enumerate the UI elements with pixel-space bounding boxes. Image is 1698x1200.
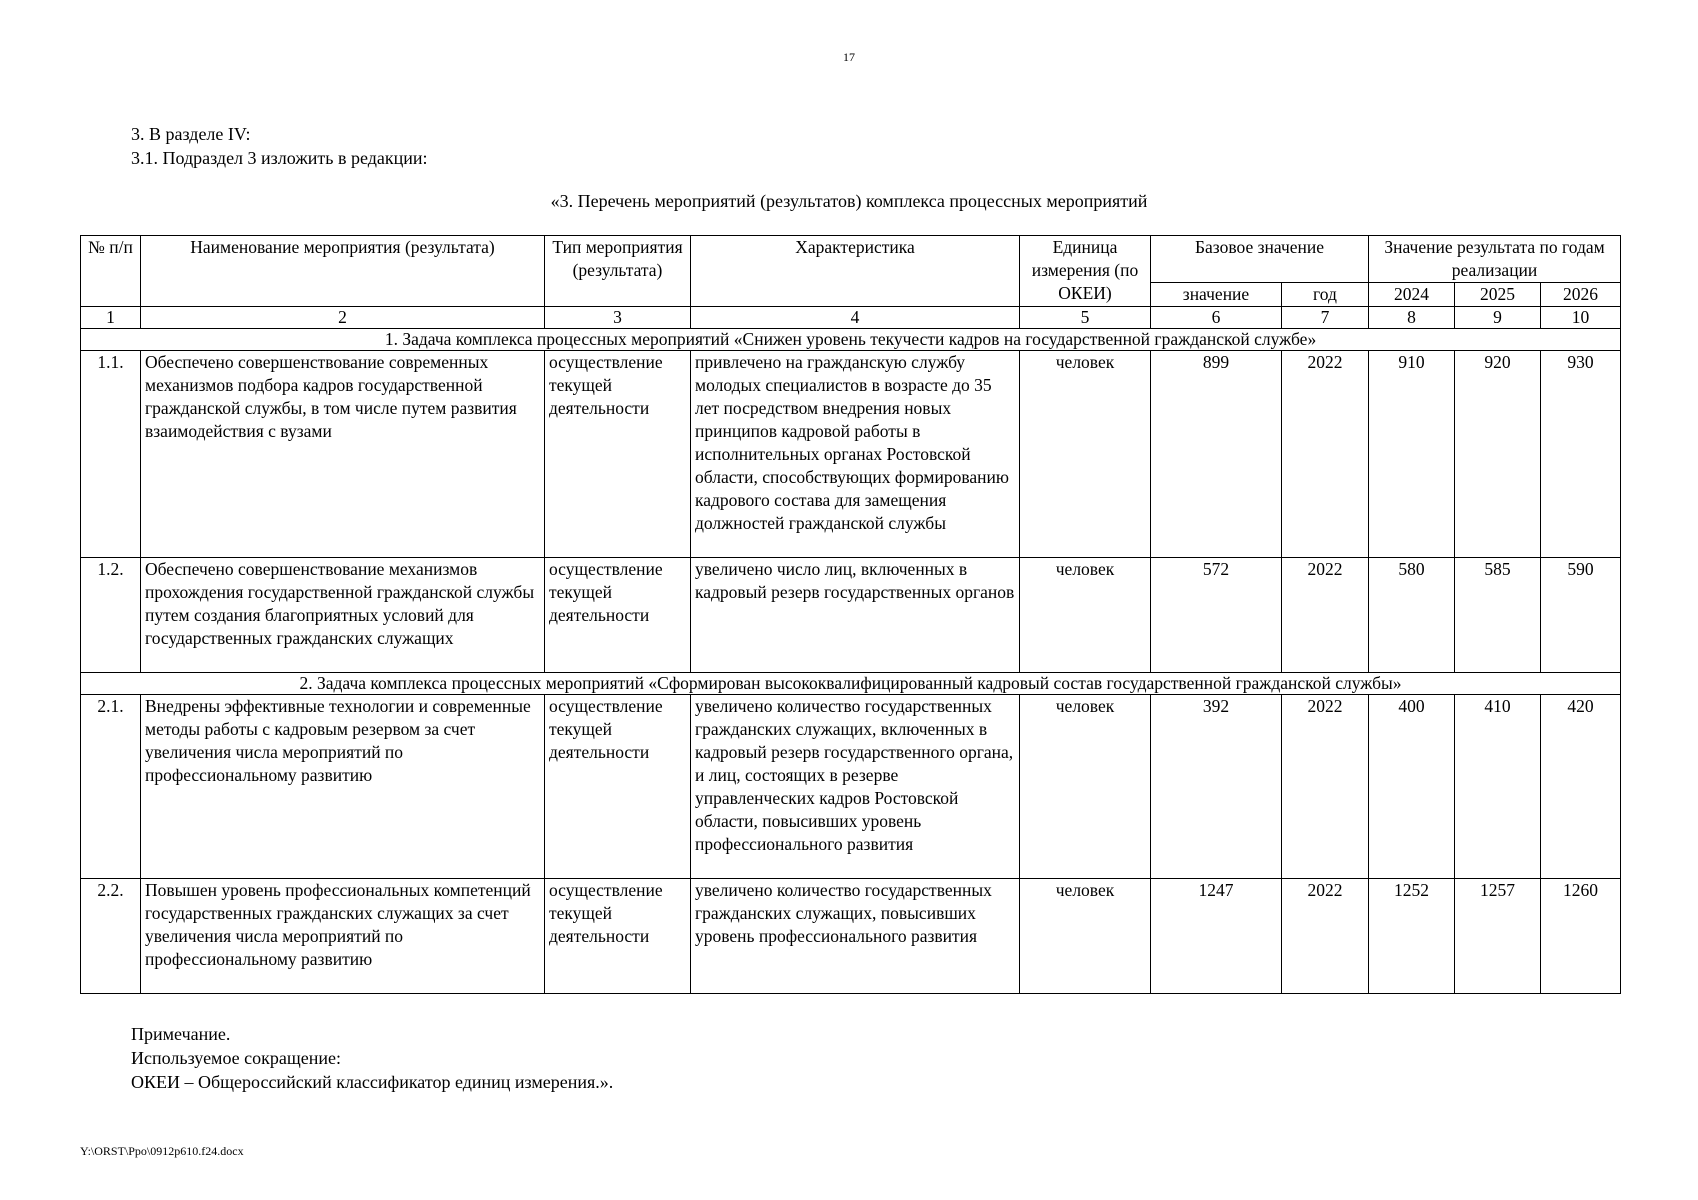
results-table [80,235,1621,994]
task-row [81,673,1621,695]
row-value-2026: 1260 [1541,879,1621,994]
footnote [131,1022,613,1094]
header-characteristic: Характеристика [691,236,1020,307]
row-unit: человек [1020,695,1151,879]
row-value-2025: 410 [1455,695,1541,879]
row-value-2025: 1257 [1455,879,1541,994]
page-number: 17 [843,50,855,64]
row-name: Обеспечено совершенствование механизмов прохождения государственной гражданской службы путем создания благоприятных условий для государственных гражданских служащих [141,558,545,673]
table-row [81,351,1621,558]
row-value-2024: 400 [1369,695,1455,879]
header-unit: Единица измерения (по ОКЕИ) [1020,236,1151,307]
footnote-line: Примечание. [131,1024,231,1044]
row-unit: человек [1020,879,1151,994]
row-number: 1.1. [81,351,141,558]
column-number: 7 [1282,307,1369,329]
table-row [81,558,1621,673]
column-number: 3 [545,307,691,329]
row-base-year: 2022 [1282,351,1369,558]
row-number: 2.2. [81,879,141,994]
file-path: Y:\ORST\Ppo\0912p610.f24.docx [80,1144,244,1158]
row-base-year: 2022 [1282,879,1369,994]
column-number: 9 [1455,307,1541,329]
row-value-2024: 580 [1369,558,1455,673]
row-number: 2.1. [81,695,141,879]
column-number: 8 [1369,307,1455,329]
row-unit: человек [1020,558,1151,673]
row-characteristic: увеличено количество государственных гражданских служащих, повысивших уровень профессионального развития [691,879,1020,994]
intro-text [131,122,428,170]
row-characteristic: увеличено количество государственных гражданских служащих, включенных в кадровый резерв государственного органа, и лиц, состоящих в резерве управленческих кадров Ростовской области, повысивших уровень профессионального развития [691,695,1020,879]
header-base-value: значение [1151,283,1282,307]
row-name: Обеспечено совершенствование современных механизмов подбора кадров государственной гражданской службы, в том числе путем развития взаимодействия с вузами [141,351,545,558]
intro-line: 3. В разделе IV: [131,124,251,144]
task-title: 1. Задача комплекса процессных мероприятий «Снижен уровень текучести кадров на государственной гражданской службе» [81,329,1621,351]
row-type: осуществление текущей деятельности [545,695,691,879]
task-title: 2. Задача комплекса процессных мероприятий «Сформирован высококвалифицированный кадровый состав государственной гражданской службы» [81,673,1621,695]
row-base-value: 392 [1151,695,1282,879]
header-name: Наименование мероприятия (результата) [141,236,545,307]
header-number: № п/п [81,236,141,307]
header-year-2025: 2025 [1455,283,1541,307]
row-name: Повышен уровень профессиональных компетенций государственных гражданских служащих за счет увеличения числа мероприятий по профессиональному развитию [141,879,545,994]
header-year-2026: 2026 [1541,283,1621,307]
table-row [81,879,1621,994]
column-number: 1 [81,307,141,329]
row-name: Внедрены эффективные технологии и современные методы работы с кадровым резервом за счет увеличения числа мероприятий по профессиональному развитию [141,695,545,879]
row-base-value: 1247 [1151,879,1282,994]
row-characteristic: увеличено число лиц, включенных в кадровый резерв государственных органов [691,558,1020,673]
row-value-2024: 910 [1369,351,1455,558]
header-year-2024: 2024 [1369,283,1455,307]
row-value-2025: 585 [1455,558,1541,673]
row-type: осуществление текущей деятельности [545,558,691,673]
row-value-2026: 420 [1541,695,1621,879]
column-number: 4 [691,307,1020,329]
header-row [81,236,1621,283]
row-base-year: 2022 [1282,695,1369,879]
intro-line: 3.1. Подраздел 3 изложить в редакции: [131,148,428,168]
table-title: «3. Перечень мероприятий (результатов) комплекса процессных мероприятий [550,191,1148,211]
row-value-2026: 590 [1541,558,1621,673]
row-value-2025: 920 [1455,351,1541,558]
header-result: Значение результата по годам реализации [1369,236,1621,283]
column-number: 10 [1541,307,1621,329]
column-numbers-row [81,307,1621,329]
row-base-year: 2022 [1282,558,1369,673]
header-base-year: год [1282,283,1369,307]
footnote-line: ОКЕИ – Общероссийский классификатор единиц измерения.». [131,1072,614,1092]
footnote-line: Используемое сокращение: [131,1048,341,1068]
row-number: 1.2. [81,558,141,673]
header-type: Тип мероприятия (результата) [545,236,691,307]
row-value-2024: 1252 [1369,879,1455,994]
column-number: 6 [1151,307,1282,329]
column-number: 5 [1020,307,1151,329]
table-row [81,695,1621,879]
task-row [81,329,1621,351]
row-type: осуществление текущей деятельности [545,879,691,994]
row-type: осуществление текущей деятельности [545,351,691,558]
row-base-value: 572 [1151,558,1282,673]
row-value-2026: 930 [1541,351,1621,558]
header-base: Базовое значение [1151,236,1369,283]
row-base-value: 899 [1151,351,1282,558]
column-number: 2 [141,307,545,329]
row-characteristic: привлечено на гражданскую службу молодых специалистов в возрасте до 35 лет посредством внедрения новых принципов кадровой работы в исполнительных органах Ростовской области, способствующих формированию кадрового состава для замещения должностей гражданской службы [691,351,1020,558]
row-unit: человек [1020,351,1151,558]
